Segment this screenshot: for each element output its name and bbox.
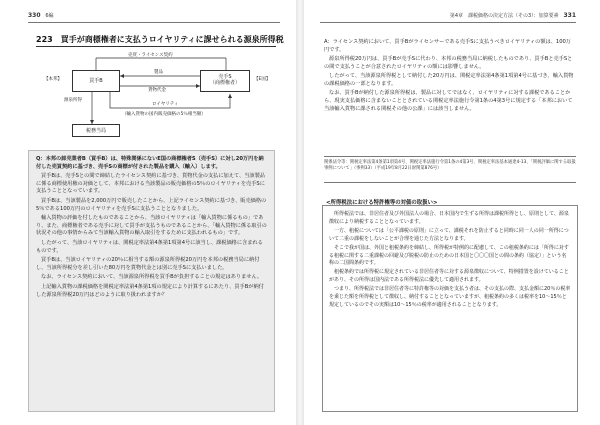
left-page-number: 330 xyxy=(28,12,41,19)
diagram-royalty-note: （輸入貨物の国内販売価格の5％相当額） xyxy=(122,112,206,117)
answer-paragraph: A：ライセンス契約において、買手Bがライセンサーである売手Sに支払うべきロイヤリティの額は、100万円です。 xyxy=(324,39,571,53)
question-paragraph: なお、ライセンス契約において、当該源泉所得税を買手Bが負担することの規定はありません。 xyxy=(41,274,263,281)
right-running-title: 第4章 課税価格の決定方法（その3）：加算要素 xyxy=(449,13,559,19)
buyer-box: 買手B xyxy=(72,70,120,92)
column-box xyxy=(322,205,578,412)
book-gutter xyxy=(296,0,304,425)
diagram-withholding-label: 源泉所得 xyxy=(64,98,82,103)
answer-section xyxy=(324,38,576,114)
column-paragraph: 所得税法では、非居住者及び外国法人の場合、日本国内で生ずる所得は課税所得とし、原則として、源泉徴収により納税することとなっています。 xyxy=(329,211,569,225)
column-title: <所得税法における特許権等の対価の取扱い> xyxy=(326,200,438,206)
column-paragraph: 租税条約では所得税に規定されている非居住者等に対する源泉徴収について、特例措置を設けていることがあり、その所得は国内法である所得税法に優先して適用されます。 xyxy=(329,269,569,284)
references-rule-bottom xyxy=(324,182,576,183)
left-page xyxy=(0,0,296,425)
diagram-country-left: 【本邦】 xyxy=(44,77,62,82)
seller-box: 売手S （商標権者） xyxy=(200,70,250,92)
diagram-contract-label: 売買・ライセンス契約 xyxy=(128,53,173,58)
question-paragraph: 買手Bは、当該ロイヤリティの20％に相当する額の源泉所得税20万円を本邦の税務当局に納付し、当該所得税分を差し引いた80万円を貨物代金とは別に売手Sに支払いました。 xyxy=(36,257,260,271)
answer-paragraph: 源泉所得税20万円は、買手Bが売手Sに代わり、本邦の税務当局に納税したものであり、買手Bと売手Sとの間で支払うことが合意されたロイヤリティの額には影響しません。 xyxy=(324,56,573,70)
right-page-number: 331 xyxy=(563,12,576,19)
right-page xyxy=(304,0,600,425)
question-title-rule xyxy=(36,46,276,47)
question-title: 223 買手が商標権者に支払うロイヤリティに課せられる源泉所得税 xyxy=(36,35,284,44)
question-paragraph: Q：本邦の卸売業者B（買手B）は、特殊関係にないE国の商標権者S（売手S）に対し20万円を納付した売買契約に基づき、売手Sの商標が付された製品を購入（輸入）します。 xyxy=(36,156,264,170)
diagram-payment-label: 貨物代金 xyxy=(148,88,166,93)
right-running-head xyxy=(450,12,576,19)
question-paragraph: 輸入貨物の評価を付したものであることから、当該ロイヤリティは「輸入貨物に係るもの」であり、また、商標権者である売手に対して買手が支払うものであることから、「輸入貨物に係る取引の状況その他の事情からみて当該輸入貨物の輸入取引をするために支払われるもの」です。 xyxy=(36,215,267,237)
column-paragraph: 一方、租税については「公平課税の原則」に立って、課税それを防止すると同時に同一人の同一所得について二重の課税をしないことが合理を通じた方法となります。 xyxy=(329,227,569,242)
diagram-country-right: 【E国】 xyxy=(254,77,271,82)
question-paragraph: したがって、当該ロイヤリティは、関税定率法第4条第1項第4号に該当し、課税価格に含まれるものです。 xyxy=(36,239,263,254)
transaction-diagram xyxy=(40,50,276,146)
column-paragraph: そこで我が国は、外国と租税条約を締結し、所得税が特例的に配慮して、この租税条約には「所得に対する租税に関する二重課税の回避及び脱税の防止のための日本国と〇〇〇国との間の条約（協定）」という名称の二国間条約です。 xyxy=(329,244,569,267)
tax-office-box: 税務当局 xyxy=(72,124,120,137)
question-paragraph: 買手Bは、売手Sとの間で締結したライセンス契約に基づき、貨物代金の支払に加えて、当該製品に係る商標使用権の対価として、本邦における当該製品の販売価格の5％のロイヤリティを売手Sに支払うこととなっています。 xyxy=(36,173,265,195)
answer-paragraph: したがって、当該源泉所得税として納付した20万円は、関税定率法第4条第1項第4号に基づき、輸入貨物の課税価格の一部となります。 xyxy=(324,73,574,87)
left-head-rule xyxy=(28,22,280,23)
references-rule-top xyxy=(324,156,576,157)
answer-paragraph: なお、買手Bが納付した源泉所得税は、製品に対してではなく、ロイヤリティに対する課税であることから、現実支払価格に含まないこととされている関税定率法施行令第1条の4第3号に規定する「本邦において当該輸入貨物に課される関税その他の公課」には該当しません。 xyxy=(324,90,573,112)
references: 関係法令等：関税定率法第4条第1項第4号、関税定率法施行令第1条の4第3号、関税定率法基本通達4-13、「関税評価に関する取扱事例について」（事例33）（平成19年8月22日財関第876号） xyxy=(324,160,576,171)
question-paragraph: 上記輸入貨物の課税価格を関税定率法第4条第1項の規定により計算するにあたり、買手Bが納付した源泉所得税20万円はどのように取り扱われますか？ xyxy=(36,283,264,298)
right-head-rule xyxy=(320,22,576,23)
left-running-head xyxy=(28,12,54,19)
diagram-royalty-label: ロイヤリティ xyxy=(152,102,179,107)
question-paragraph: 買手Bは、当該製品を2,000万円で販売したことから、上記ライセンス契約に基づき、販売価格の5％である100万円のロイヤリティを売手Sに支払うこととなりました。 xyxy=(36,197,267,212)
column-paragraph: つまり、所得税法では非居住者等に特許権等の対価を支払う者は、その支払の際、支払金額に20％の税率を乗じた額を所得税として徴収し、納付することとなっていますが、租税条約の多くは税率を10〜15％と規定しているのでその実額は10〜15％の税率が適用されることとなります。 xyxy=(329,286,571,308)
diagram-goods-label: 製品 xyxy=(154,70,163,75)
left-section-label: 6編 xyxy=(45,13,54,19)
question-box xyxy=(28,150,275,412)
